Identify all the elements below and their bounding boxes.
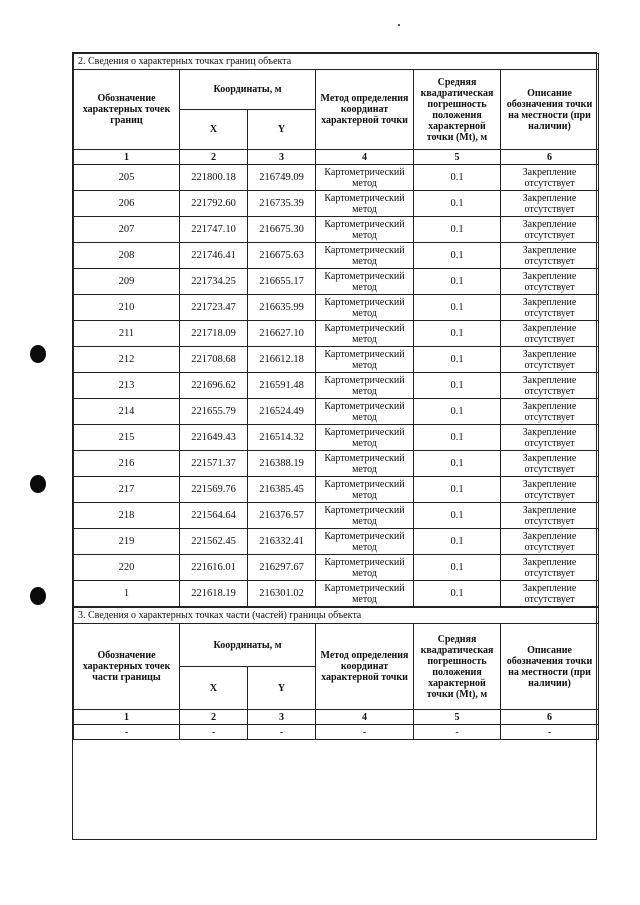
column-number: 3 [248,150,316,165]
error-cell: 0.1 [414,581,501,607]
error-cell: 0.1 [414,451,501,477]
point-id: 211 [74,321,180,347]
method-cell: Картометрический метод [316,243,414,269]
point-id: 218 [74,503,180,529]
table-row [74,269,599,295]
error-cell: 0.1 [414,217,501,243]
method-header: Метод определения координат характерной точки [316,70,414,150]
y-coordinate: 216612.18 [248,347,316,373]
x-coordinate: 221734.25 [180,269,248,295]
x-coordinate: 221571.37 [180,451,248,477]
table-row [74,191,599,217]
description-cell: Закрепление отсутствует [501,321,599,347]
description-cell: Закрепление отсутствует [501,217,599,243]
description-cell: Закрепление отсутствует [501,373,599,399]
error-cell: 0.1 [414,425,501,451]
table-row [74,321,599,347]
table-row [74,217,599,243]
point-id: 206 [74,191,180,217]
table-row [74,295,599,321]
error-cell: 0.1 [414,191,501,217]
method-cell: Картометрический метод [316,347,414,373]
punch-hole [30,587,46,605]
boundary-part-points-table [73,607,599,740]
empty-cell: - [501,725,599,740]
x-coordinate: 221696.62 [180,373,248,399]
description-cell: Закрепление отсутствует [501,269,599,295]
table-row [74,555,599,581]
point-id: 208 [74,243,180,269]
point-id: 214 [74,399,180,425]
x-header: X [180,110,248,150]
method-cell: Картометрический метод [316,477,414,503]
column-number: 2 [180,710,248,725]
description-cell: Закрепление отсутствует [501,529,599,555]
column-number: 4 [316,710,414,725]
designation-header: Обозначение характерных точек границ [74,70,180,150]
error-cell: 0.1 [414,399,501,425]
method-header: Метод определения координат характерной точки [316,624,414,710]
x-coordinate: 221616.01 [180,555,248,581]
table-row [74,165,599,191]
section-3-caption: 3. Сведения о характерных точках части (частей) границы объекта [74,608,599,624]
section-2-caption: 2. Сведения о характерных точках границ объекта [74,54,599,70]
method-cell: Картометрический метод [316,373,414,399]
x-header: X [180,667,248,710]
x-coordinate: 221564.64 [180,503,248,529]
method-cell: Картометрический метод [316,269,414,295]
error-cell: 0.1 [414,503,501,529]
method-cell: Картометрический метод [316,529,414,555]
y-coordinate: 216735.39 [248,191,316,217]
error-cell: 0.1 [414,529,501,555]
error-cell: 0.1 [414,295,501,321]
point-id: 210 [74,295,180,321]
error-header: Средняя квадратическая погрешность положения характерной точки (Mt), м [414,70,501,150]
description-cell: Закрепление отсутствует [501,425,599,451]
y-header: Y [248,667,316,710]
column-number: 4 [316,150,414,165]
point-id: 209 [74,269,180,295]
error-header: Средняя квадратическая погрешность положения характерной точки (Mt), м [414,624,501,710]
y-coordinate: 216591.48 [248,373,316,399]
table-row [74,243,599,269]
point-id: 207 [74,217,180,243]
y-coordinate: 216301.02 [248,581,316,607]
description-cell: Закрепление отсутствует [501,477,599,503]
table-row [74,477,599,503]
table-row [74,451,599,477]
point-id: 220 [74,555,180,581]
y-coordinate: 216749.09 [248,165,316,191]
y-coordinate: 216627.10 [248,321,316,347]
y-coordinate: 216376.57 [248,503,316,529]
x-coordinate: 221746.41 [180,243,248,269]
table-row [74,503,599,529]
description-cell: Закрепление отсутствует [501,399,599,425]
point-id: 213 [74,373,180,399]
method-cell: Картометрический метод [316,321,414,347]
y-coordinate: 216635.99 [248,295,316,321]
point-id: 215 [74,425,180,451]
description-cell: Закрепление отсутствует [501,347,599,373]
x-coordinate: 221569.76 [180,477,248,503]
punch-hole [30,345,46,363]
scan-speck [398,24,400,26]
empty-cell: - [248,725,316,740]
error-cell: 0.1 [414,269,501,295]
y-coordinate: 216385.45 [248,477,316,503]
column-number: 1 [74,710,180,725]
column-number: 1 [74,150,180,165]
description-cell: Закрепление отсутствует [501,165,599,191]
y-coordinate: 216675.30 [248,217,316,243]
y-coordinate: 216655.17 [248,269,316,295]
coordinates-header: Координаты, м [180,624,316,667]
table-row [74,581,599,607]
column-number: 3 [248,710,316,725]
column-number: 6 [501,150,599,165]
y-coordinate: 216332.41 [248,529,316,555]
table-row [74,399,599,425]
table-row [74,373,599,399]
table-row [74,529,599,555]
y-coordinate: 216514.32 [248,425,316,451]
table-row [74,425,599,451]
description-cell: Закрепление отсутствует [501,555,599,581]
empty-cell: - [74,725,180,740]
error-cell: 0.1 [414,347,501,373]
error-cell: 0.1 [414,373,501,399]
method-cell: Картометрический метод [316,503,414,529]
method-cell: Картометрический метод [316,425,414,451]
designation-header: Обозначение характерных точек части границы [74,624,180,710]
column-number: 2 [180,150,248,165]
description-header: Описание обозначения точки на местности (при наличии) [501,70,599,150]
empty-cell: - [180,725,248,740]
method-cell: Картометрический метод [316,217,414,243]
empty-cell: - [414,725,501,740]
description-cell: Закрепление отсутствует [501,243,599,269]
point-id: 205 [74,165,180,191]
method-cell: Картометрический метод [316,295,414,321]
point-id: 216 [74,451,180,477]
x-coordinate: 221800.18 [180,165,248,191]
coordinates-header: Координаты, м [180,70,316,110]
method-cell: Картометрический метод [316,399,414,425]
boundary-points-table [73,53,599,607]
x-coordinate: 221747.10 [180,217,248,243]
method-cell: Картометрический метод [316,555,414,581]
x-coordinate: 221562.45 [180,529,248,555]
column-number: 5 [414,710,501,725]
method-cell: Картометрический метод [316,451,414,477]
punch-hole [30,475,46,493]
description-cell: Закрепление отсутствует [501,191,599,217]
description-cell: Закрепление отсутствует [501,581,599,607]
description-cell: Закрепление отсутствует [501,451,599,477]
method-cell: Картометрический метод [316,581,414,607]
x-coordinate: 221792.60 [180,191,248,217]
description-cell: Закрепление отсутствует [501,295,599,321]
error-cell: 0.1 [414,243,501,269]
x-coordinate: 221708.68 [180,347,248,373]
point-id: 217 [74,477,180,503]
method-cell: Картометрический метод [316,165,414,191]
x-coordinate: 221723.47 [180,295,248,321]
y-coordinate: 216297.67 [248,555,316,581]
point-id: 1 [74,581,180,607]
x-coordinate: 221655.79 [180,399,248,425]
description-cell: Закрепление отсутствует [501,503,599,529]
column-number: 6 [501,710,599,725]
x-coordinate: 221618.19 [180,581,248,607]
x-coordinate: 221649.43 [180,425,248,451]
y-coordinate: 216675.63 [248,243,316,269]
table-row [74,347,599,373]
method-cell: Картометрический метод [316,191,414,217]
error-cell: 0.1 [414,165,501,191]
x-coordinate: 221718.09 [180,321,248,347]
column-number: 5 [414,150,501,165]
error-cell: 0.1 [414,321,501,347]
error-cell: 0.1 [414,555,501,581]
point-id: 219 [74,529,180,555]
y-coordinate: 216388.19 [248,451,316,477]
table-row [74,725,599,740]
error-cell: 0.1 [414,477,501,503]
empty-cell: - [316,725,414,740]
document-frame [72,52,597,840]
y-header: Y [248,110,316,150]
y-coordinate: 216524.49 [248,399,316,425]
point-id: 212 [74,347,180,373]
description-header: Описание обозначения точки на местности (при наличии) [501,624,599,710]
